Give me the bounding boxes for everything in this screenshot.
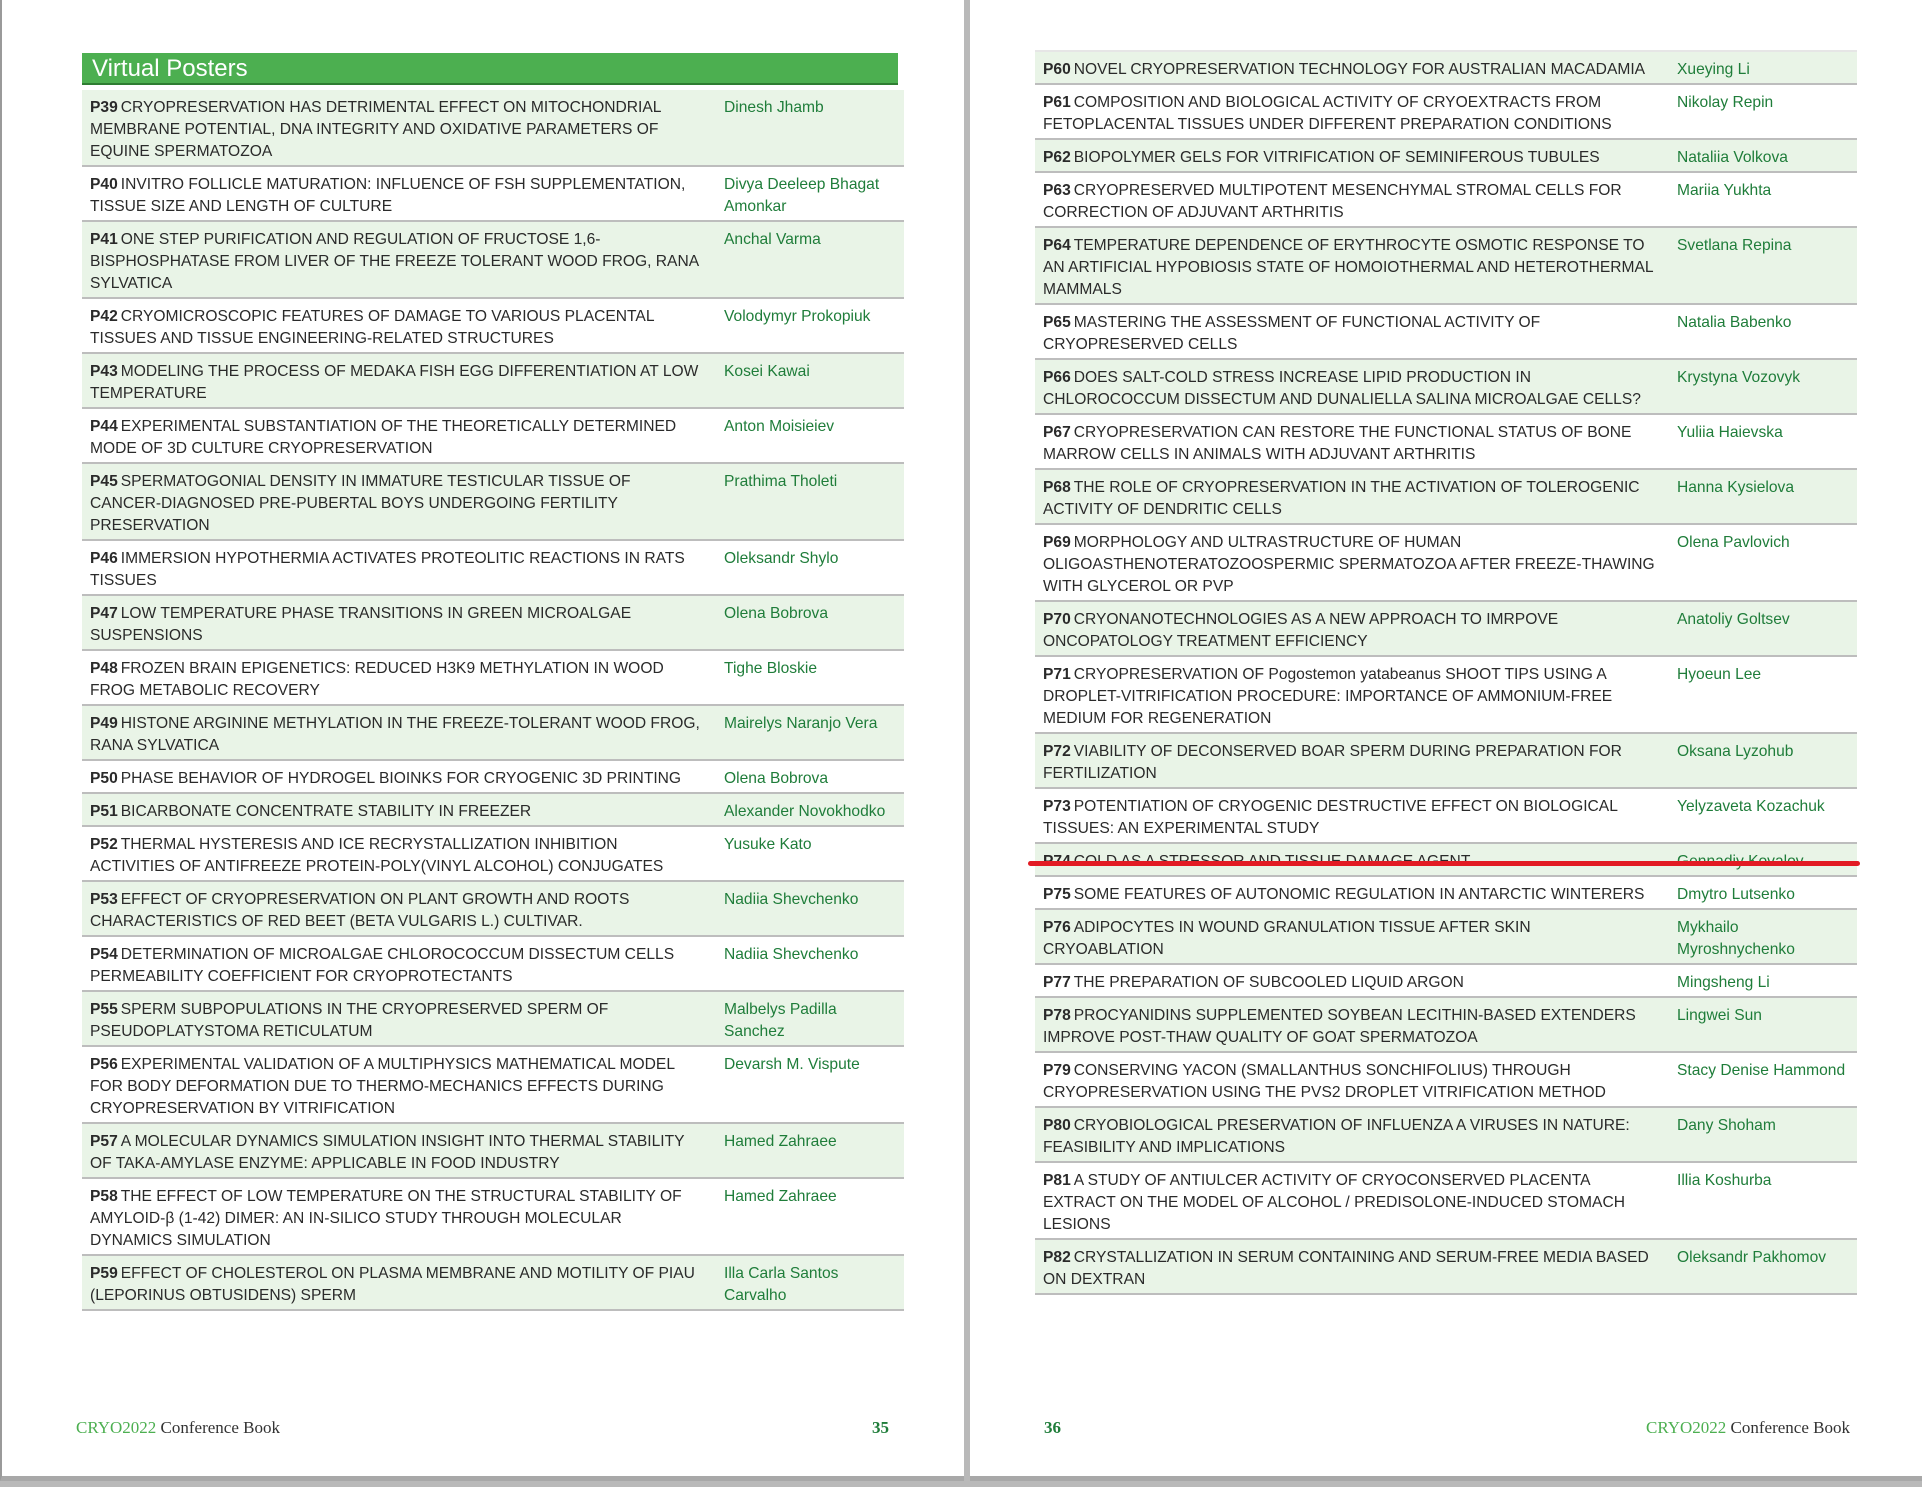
poster-title-cell xyxy=(82,1179,710,1256)
poster-title-cell xyxy=(1035,602,1663,657)
poster-title-cell xyxy=(82,706,710,761)
poster-row xyxy=(1035,470,1857,525)
poster-title-cell xyxy=(1035,965,1663,998)
poster-code: P76 xyxy=(1043,919,1071,936)
poster-title-cell xyxy=(82,541,710,596)
poster-title-cell xyxy=(1035,470,1663,525)
footer-brand-name: CRYO2022 xyxy=(1646,1418,1727,1437)
poster-author: Yelyzaveta Kozachuk xyxy=(1663,789,1857,844)
poster-author: Mingsheng Li xyxy=(1663,965,1857,998)
poster-title-cell xyxy=(1035,50,1663,85)
poster-row xyxy=(1035,360,1857,415)
poster-author: Mairelys Naranjo Vera xyxy=(710,706,904,761)
poster-title: HISTONE ARGININE METHYLATION IN THE FREEZE-TOLERANT WOOD FROG, RANA SYLVATICA xyxy=(90,715,700,754)
footer-brand-suffix: Conference Book xyxy=(1726,1418,1850,1437)
poster-author: Krystyna Vozovyk xyxy=(1663,360,1857,415)
poster-author: Nadiia Shevchenko xyxy=(710,882,904,937)
poster-title: MASTERING THE ASSESSMENT OF FUNCTIONAL ACTIVITY OF CRYOPRESERVED CELLS xyxy=(1043,314,1541,353)
poster-author: Mariia Yukhta xyxy=(1663,173,1857,228)
poster-title-cell xyxy=(82,464,710,541)
poster-row xyxy=(1035,1163,1857,1240)
poster-code: P53 xyxy=(90,891,118,908)
poster-row xyxy=(82,651,904,706)
poster-author: Lingwei Sun xyxy=(1663,998,1857,1053)
poster-row xyxy=(82,794,904,827)
poster-author: Kosei Kawai xyxy=(710,354,904,409)
poster-row xyxy=(82,90,904,167)
poster-author: Xueying Li xyxy=(1663,50,1857,85)
poster-title: IMMERSION HYPOTHERMIA ACTIVATES PROTEOLITIC REACTIONS IN RATS TISSUES xyxy=(90,550,685,589)
poster-author: Devarsh M. Vispute xyxy=(710,1047,904,1124)
poster-code: P55 xyxy=(90,1001,118,1018)
poster-author: Dany Shoham xyxy=(1663,1108,1857,1163)
poster-title-cell xyxy=(1035,305,1663,360)
poster-code: P79 xyxy=(1043,1062,1071,1079)
poster-code: P49 xyxy=(90,715,118,732)
poster-row xyxy=(1035,1108,1857,1163)
poster-row xyxy=(82,827,904,882)
poster-author: Mykhailo Myroshnychenko xyxy=(1663,910,1857,965)
poster-row xyxy=(1035,305,1857,360)
poster-code: P42 xyxy=(90,308,118,325)
poster-author: Yuliia Haievska xyxy=(1663,415,1857,470)
poster-row xyxy=(82,167,904,222)
poster-title: POTENTIATION OF CRYOGENIC DESTRUCTIVE EFFECT ON BIOLOGICAL TISSUES: AN EXPERIMENTAL STUDY xyxy=(1043,798,1618,837)
poster-author: Illa Carla Santos Carvalho xyxy=(710,1256,904,1311)
poster-code: P63 xyxy=(1043,182,1071,199)
poster-code: P44 xyxy=(90,418,118,435)
poster-author: Nataliia Volkova xyxy=(1663,140,1857,173)
poster-title: CRYOPRESERVATION CAN RESTORE THE FUNCTIONAL STATUS OF BONE MARROW CELLS IN ANIMALS WITH ADJUVANT ARTHRITIS xyxy=(1043,424,1632,463)
poster-title-cell xyxy=(82,1124,710,1179)
poster-author: Alexander Novokhodko xyxy=(710,794,904,827)
poster-code: P62 xyxy=(1043,149,1071,166)
poster-author: Olena Pavlovich xyxy=(1663,525,1857,602)
poster-title: ADIPOCYTES IN WOUND GRANULATION TISSUE AFTER SKIN CRYOABLATION xyxy=(1043,919,1531,958)
poster-code: P72 xyxy=(1043,743,1071,760)
poster-code: P82 xyxy=(1043,1249,1071,1266)
poster-title: EFFECT OF CRYOPRESERVATION ON PLANT GROWTH AND ROOTS CHARACTERISTICS OF RED BEET (BETA VULGARIS L.) CULTIVAR. xyxy=(90,891,630,930)
poster-row xyxy=(1035,85,1857,140)
poster-title-cell xyxy=(1035,1108,1663,1163)
poster-code: P66 xyxy=(1043,369,1071,386)
page-number-left: 35 xyxy=(872,1418,889,1437)
footer-brand-name: CRYO2022 xyxy=(76,1418,157,1437)
section-title: Virtual Posters xyxy=(82,53,898,85)
footer-brand-left xyxy=(76,1418,280,1438)
poster-author: Anton Moisieiev xyxy=(710,409,904,464)
poster-title-cell xyxy=(82,651,710,706)
poster-row xyxy=(1035,525,1857,602)
poster-title-cell xyxy=(82,354,710,409)
poster-author: Natalia Babenko xyxy=(1663,305,1857,360)
poster-title-cell xyxy=(1035,140,1663,173)
poster-row xyxy=(1035,965,1857,998)
poster-row xyxy=(1035,50,1857,85)
poster-code: P51 xyxy=(90,803,118,820)
poster-code: P47 xyxy=(90,605,118,622)
poster-title-cell xyxy=(82,1256,710,1311)
poster-title: FROZEN BRAIN EPIGENETICS: REDUCED H3K9 METHYLATION IN WOOD FROG METABOLIC RECOVERY xyxy=(90,660,664,699)
poster-code: P58 xyxy=(90,1188,118,1205)
poster-title-cell xyxy=(82,409,710,464)
poster-title-cell xyxy=(1035,85,1663,140)
poster-code: P43 xyxy=(90,363,118,380)
poster-title: CRYOPRESERVED MULTIPOTENT MESENCHYMAL STROMAL CELLS FOR CORRECTION OF ADJUVANT ARTHRITIS xyxy=(1043,182,1622,221)
poster-code: P46 xyxy=(90,550,118,567)
poster-title-cell xyxy=(1035,525,1663,602)
poster-row xyxy=(82,1179,904,1256)
poster-title: A STUDY OF ANTIULCER ACTIVITY OF CRYOCONSERVED PLACENTA EXTRACT ON THE MODEL OF ALCOHOL / PREDISOLONE-INDUCED STOMACH LESIONS xyxy=(1043,1172,1625,1233)
poster-code: P48 xyxy=(90,660,118,677)
poster-row xyxy=(82,596,904,651)
poster-rows-right xyxy=(1035,50,1857,1295)
poster-author: Olena Bobrova xyxy=(710,761,904,794)
poster-code: P54 xyxy=(90,946,118,963)
poster-title: SOME FEATURES OF AUTONOMIC REGULATION IN ANTARCTIC WINTERERS xyxy=(1073,886,1645,903)
poster-author: Oleksandr Pakhomov xyxy=(1663,1240,1857,1295)
poster-title: ONE STEP PURIFICATION AND REGULATION OF FRUCTOSE 1,6-BISPHOSPHATASE FROM LIVER OF THE FREEZE TOLERANT WOOD FROG, RANA SYLVATICA xyxy=(90,231,699,292)
poster-title: EXPERIMENTAL VALIDATION OF A MULTIPHYSICS MATHEMATICAL MODEL FOR BODY DEFORMATION DUE TO THERMO-MECHANICS EFFECTS DURING CRYOPRESERVATION BY VITRIFICATION xyxy=(90,1056,675,1117)
poster-title-cell xyxy=(82,167,710,222)
poster-row xyxy=(1035,877,1857,910)
poster-title: COMPOSITION AND BIOLOGICAL ACTIVITY OF CRYOEXTRACTS FROM FETOPLACENTAL TISSUES UNDER DIFFERENT PREPARATION CONDITIONS xyxy=(1043,94,1612,133)
poster-row xyxy=(1035,734,1857,789)
poster-row xyxy=(1035,789,1857,844)
poster-title-cell xyxy=(82,827,710,882)
red-highlight-line xyxy=(1028,861,1860,866)
poster-title: CRYOPRESERVATION OF Pogostemon yatabeanus SHOOT TIPS USING A DROPLET-VITRIFICATION PROCEDURE: IMPORTANCE OF AMMONIUM-FREE MEDIUM FOR REGENERATION xyxy=(1043,666,1613,727)
poster-code: P70 xyxy=(1043,611,1071,628)
poster-title: CRYOPRESERVATION HAS DETRIMENTAL EFFECT ON MITOCHONDRIAL MEMBRANE POTENTIAL, DNA INTEGRITY AND OXIDATIVE PARAMETERS OF EQUINE SPERMATOZOA xyxy=(90,99,661,160)
poster-title: SPERMATOGONIAL DENSITY IN IMMATURE TESTICULAR TISSUE OF CANCER-DIAGNOSED PRE-PUBERTAL BOYS UNDERGOING FERTILITY PRESERVATION xyxy=(90,473,631,534)
poster-row xyxy=(1035,228,1857,305)
poster-author: Hyoeun Lee xyxy=(1663,657,1857,734)
poster-title: PROCYANIDINS SUPPLEMENTED SOYBEAN LECITHIN-BASED EXTENDERS IMPROVE POST-THAW QUALITY OF GOAT SPERMATOZOA xyxy=(1043,1007,1636,1046)
poster-row xyxy=(82,222,904,299)
poster-title: THE EFFECT OF LOW TEMPERATURE ON THE STRUCTURAL STABILITY OF AMYLOID-β (1-42) DIMER: AN IN-SILICO STUDY THROUGH MOLECULAR DYNAMICS SIMULATION xyxy=(90,1188,682,1249)
poster-code: P73 xyxy=(1043,798,1071,815)
poster-title: SPERM SUBPOPULATIONS IN THE CRYOPRESERVED SPERM OF PSEUDOPLATYSTOMA RETICULATUM xyxy=(90,1001,609,1040)
poster-title-cell xyxy=(1035,1240,1663,1295)
poster-title: A MOLECULAR DYNAMICS SIMULATION INSIGHT INTO THERMAL STABILITY OF TAKA-AMYLASE ENZYME: APPLICABLE IN FOOD INDUSTRY xyxy=(90,1133,685,1172)
poster-code: P77 xyxy=(1043,974,1071,991)
poster-table-right xyxy=(1035,50,1857,1295)
poster-title: CRYOMICROSCOPIC FEATURES OF DAMAGE TO VARIOUS PLACENTAL TISSUES AND TISSUE ENGINEERING-RELATED STRUCTURES xyxy=(90,308,654,347)
poster-title: CRYSTALLIZATION IN SERUM CONTAINING AND SERUM-FREE MEDIA BASED ON DEXTRAN xyxy=(1043,1249,1649,1288)
poster-code: P78 xyxy=(1043,1007,1071,1024)
poster-title: THERMAL HYSTERESIS AND ICE RECRYSTALLIZATION INHIBITION ACTIVITIES OF ANTIFREEZE PROTEIN-POLY(VINYL ALCOHOL) CONJUGATES xyxy=(90,836,664,875)
poster-row xyxy=(1035,140,1857,173)
poster-title: THE ROLE OF CRYOPRESERVATION IN THE ACTIVATION OF TOLEROGENIC ACTIVITY OF DENDRITIC CELLS xyxy=(1043,479,1640,518)
poster-title-cell xyxy=(1035,998,1663,1053)
poster-code: P57 xyxy=(90,1133,118,1150)
poster-title-cell xyxy=(82,90,710,167)
poster-author: Anchal Varma xyxy=(710,222,904,299)
poster-title: EXPERIMENTAL SUBSTANTIATION OF THE THEORETICALLY DETERMINED MODE OF 3D CULTURE CRYOPRESERVATION xyxy=(90,418,677,457)
poster-row xyxy=(82,1047,904,1124)
poster-row xyxy=(82,937,904,992)
poster-title-cell xyxy=(82,1047,710,1124)
poster-author: Nadiia Shevchenko xyxy=(710,937,904,992)
poster-title-cell xyxy=(1035,415,1663,470)
poster-code: P56 xyxy=(90,1056,118,1073)
poster-row xyxy=(82,761,904,794)
poster-title: DOES SALT-COLD STRESS INCREASE LIPID PRODUCTION IN CHLOROCOCCUM DISSECTUM AND DUNALIELLA SALINA MICROALGAE CELLS? xyxy=(1043,369,1641,408)
poster-row xyxy=(82,1256,904,1311)
poster-title-cell xyxy=(1035,360,1663,415)
poster-title-cell xyxy=(82,222,710,299)
poster-author: Tighe Bloskie xyxy=(710,651,904,706)
poster-row xyxy=(82,354,904,409)
poster-title: BIOPOLYMER GELS FOR VITRIFICATION OF SEMINIFEROUS TUBULES xyxy=(1073,149,1600,166)
poster-code: P40 xyxy=(90,176,118,193)
poster-title: PHASE BEHAVIOR OF HYDROGEL BIOINKS FOR CRYOGENIC 3D PRINTING xyxy=(120,770,682,787)
poster-code: P61 xyxy=(1043,94,1071,111)
poster-row xyxy=(82,706,904,761)
poster-title: NOVEL CRYOPRESERVATION TECHNOLOGY FOR AUSTRALIAN MACADAMIA xyxy=(1073,61,1646,78)
footer-brand-suffix: Conference Book xyxy=(156,1418,280,1437)
poster-author: Yusuke Kato xyxy=(710,827,904,882)
poster-author: Malbelys Padilla Sanchez xyxy=(710,992,904,1047)
poster-row xyxy=(1035,910,1857,965)
poster-title: LOW TEMPERATURE PHASE TRANSITIONS IN GREEN MICROALGAE SUSPENSIONS xyxy=(90,605,632,644)
poster-code: P81 xyxy=(1043,1172,1071,1189)
poster-title: DETERMINATION OF MICROALGAE CHLOROCOCCUM DISSECTUM CELLS PERMEABILITY COEFFICIENT FOR CRYOPROTECTANTS xyxy=(90,946,675,985)
poster-author: Nikolay Repin xyxy=(1663,85,1857,140)
poster-table-left xyxy=(82,90,904,1311)
poster-row xyxy=(1035,173,1857,228)
poster-code: P41 xyxy=(90,231,118,248)
poster-author: Hamed Zahraee xyxy=(710,1179,904,1256)
poster-code: P50 xyxy=(90,770,118,787)
poster-title-cell xyxy=(1035,910,1663,965)
poster-row xyxy=(82,541,904,596)
poster-code: P71 xyxy=(1043,666,1071,683)
poster-author: Divya Deeleep Bhagat Amonkar xyxy=(710,167,904,222)
poster-title: BICARBONATE CONCENTRATE STABILITY IN FREEZER xyxy=(120,803,532,820)
poster-row xyxy=(82,992,904,1047)
poster-code: P75 xyxy=(1043,886,1071,903)
poster-title: VIABILITY OF DECONSERVED BOAR SPERM DURING PREPARATION FOR FERTILIZATION xyxy=(1043,743,1622,782)
poster-author: Hanna Kysielova xyxy=(1663,470,1857,525)
poster-row xyxy=(1035,415,1857,470)
poster-rows-left xyxy=(82,90,904,1311)
poster-row xyxy=(82,409,904,464)
poster-code: P67 xyxy=(1043,424,1071,441)
poster-author: Hamed Zahraee xyxy=(710,1124,904,1179)
poster-author: Oksana Lyzohub xyxy=(1663,734,1857,789)
poster-row xyxy=(1035,602,1857,657)
poster-title-cell xyxy=(82,299,710,354)
poster-title-cell xyxy=(1035,1163,1663,1240)
page-right xyxy=(970,0,1922,1481)
poster-title-cell xyxy=(82,596,710,651)
poster-title-cell xyxy=(82,937,710,992)
poster-row xyxy=(82,1124,904,1179)
poster-title: TEMPERATURE DEPENDENCE OF ERYTHROCYTE OSMOTIC RESPONSE TO AN ARTIFICIAL HYPOBIOSIS STATE OF HOMOIOTHERMAL AND HETEROTHERMAL MAMMALS xyxy=(1043,237,1653,298)
poster-code: P80 xyxy=(1043,1117,1071,1134)
poster-title-cell xyxy=(1035,228,1663,305)
poster-code: P52 xyxy=(90,836,118,853)
poster-row xyxy=(1035,1053,1857,1108)
poster-title-cell xyxy=(1035,877,1663,910)
poster-row xyxy=(1035,657,1857,734)
poster-code: P65 xyxy=(1043,314,1071,331)
poster-author: Stacy Denise Hammond xyxy=(1663,1053,1857,1108)
page-left xyxy=(0,0,964,1481)
poster-code: P68 xyxy=(1043,479,1071,496)
poster-title: THE PREPARATION OF SUBCOOLED LIQUID ARGON xyxy=(1073,974,1464,991)
poster-title: INVITRO FOLLICLE MATURATION: INFLUENCE OF FSH SUPPLEMENTATION, TISSUE SIZE AND LENGTH OF CULTURE xyxy=(90,176,686,215)
poster-author: Volodymyr Prokopiuk xyxy=(710,299,904,354)
poster-code: P64 xyxy=(1043,237,1071,254)
poster-title-cell xyxy=(1035,734,1663,789)
poster-title: CONSERVING YACON (SMALLANTHUS SONCHIFOLIUS) THROUGH CRYOPRESERVATION USING THE PVS2 DROPLET VITRIFICATION METHOD xyxy=(1043,1062,1606,1101)
poster-title-cell xyxy=(1035,173,1663,228)
poster-code: P39 xyxy=(90,99,118,116)
poster-author: Olena Bobrova xyxy=(710,596,904,651)
poster-title-cell xyxy=(1035,789,1663,844)
poster-code: P60 xyxy=(1043,61,1071,78)
footer-brand-right xyxy=(1646,1418,1850,1438)
poster-title: MODELING THE PROCESS OF MEDAKA FISH EGG DIFFERENTIATION AT LOW TEMPERATURE xyxy=(90,363,699,402)
poster-code: P59 xyxy=(90,1265,118,1282)
poster-code: P69 xyxy=(1043,534,1071,551)
poster-row xyxy=(82,882,904,937)
poster-title-cell xyxy=(82,794,710,827)
page-number-right: 36 xyxy=(1044,1418,1061,1437)
poster-title-cell xyxy=(1035,657,1663,734)
poster-author: Dmytro Lutsenko xyxy=(1663,877,1857,910)
poster-row xyxy=(82,464,904,541)
poster-author: Svetlana Repina xyxy=(1663,228,1857,305)
poster-title: CRYONANOTECHNOLOGIES AS A NEW APPROACH TO IMRPOVE ONCOPATOLOGY TREATMENT EFFICIENCY xyxy=(1043,611,1559,650)
poster-author: Prathima Tholeti xyxy=(710,464,904,541)
poster-author: Oleksandr Shylo xyxy=(710,541,904,596)
poster-title-cell xyxy=(82,761,710,794)
poster-code: P45 xyxy=(90,473,118,490)
poster-title: CRYOBIOLOGICAL PRESERVATION OF INFLUENZA A VIRUSES IN NATURE: FEASIBILITY AND IMPLICATIONS xyxy=(1043,1117,1630,1156)
poster-row xyxy=(1035,1240,1857,1295)
poster-title-cell xyxy=(82,882,710,937)
poster-row xyxy=(1035,998,1857,1053)
poster-title: EFFECT OF CHOLESTEROL ON PLASMA MEMBRANE AND MOTILITY OF PIAU (LEPORINUS OBTUSIDENS) SPERM xyxy=(90,1265,695,1304)
poster-row xyxy=(82,299,904,354)
poster-title-cell xyxy=(1035,1053,1663,1108)
poster-title-cell xyxy=(82,992,710,1047)
poster-author: Illia Koshurba xyxy=(1663,1163,1857,1240)
poster-title: MORPHOLOGY AND ULTRASTRUCTURE OF HUMAN OLIGOASTHENOTERATOZOOSPERMIC SPERMATOZOA AFTER FREEZE-THAWING WITH GLYCEROL OR PVP xyxy=(1043,534,1655,595)
poster-author: Dinesh Jhamb xyxy=(710,90,904,167)
poster-author: Anatoliy Goltsev xyxy=(1663,602,1857,657)
